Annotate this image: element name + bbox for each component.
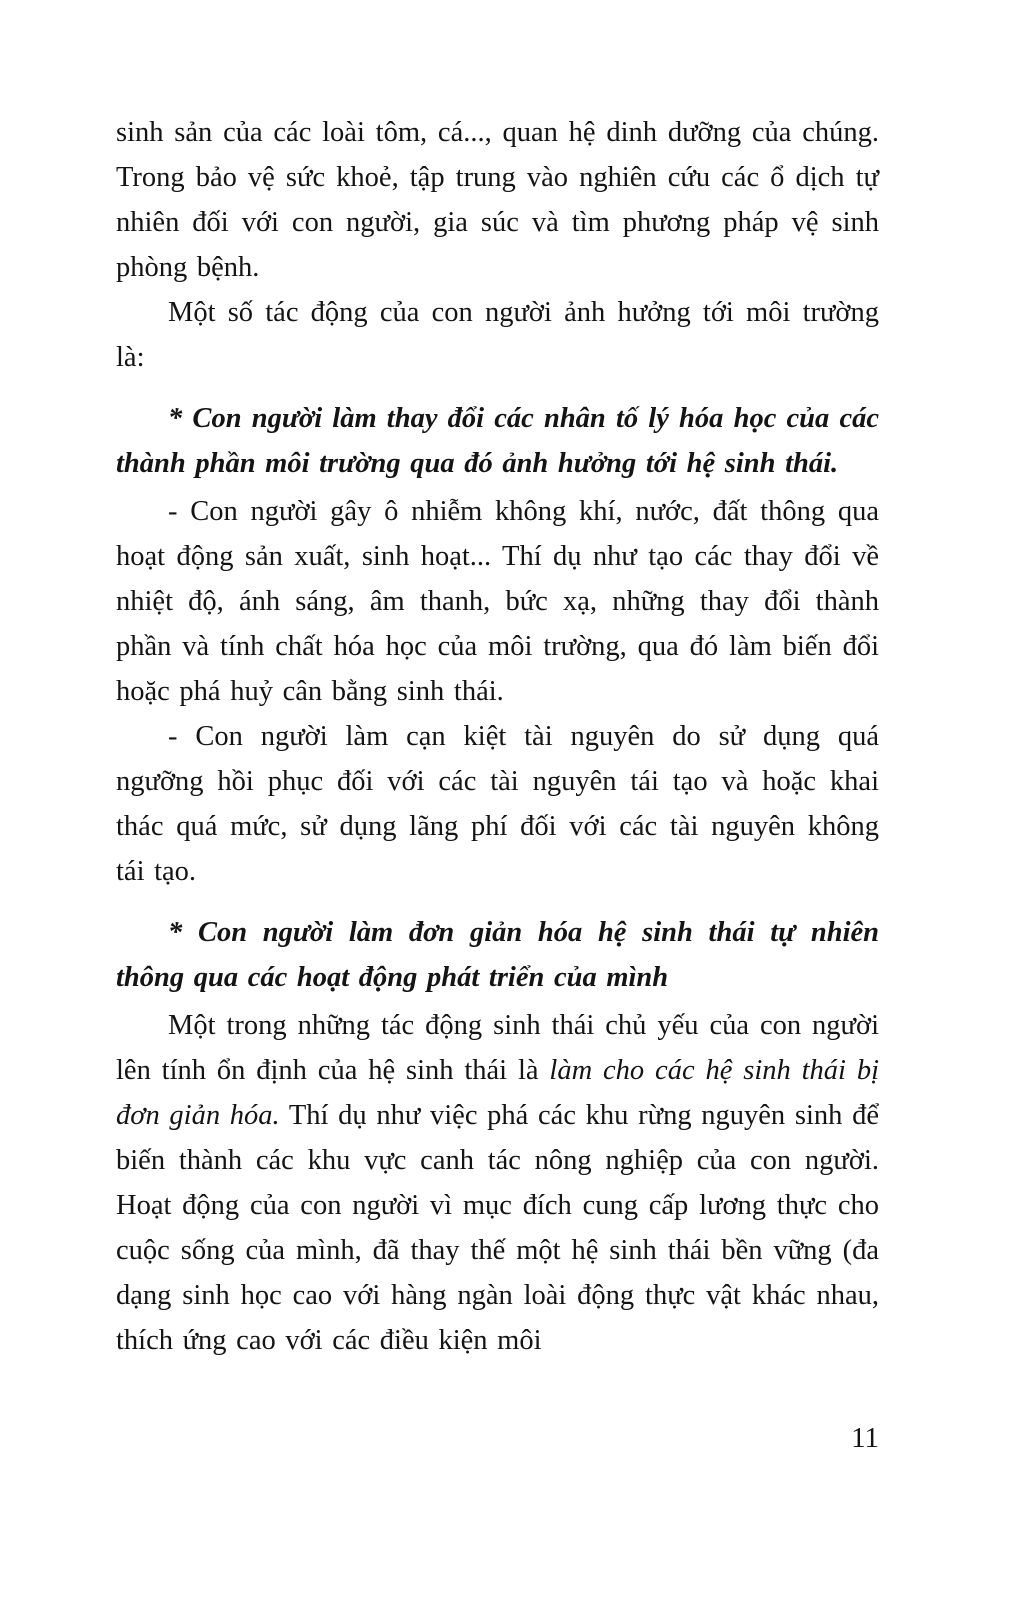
italic-phrase: làm cho các hệ sinh thái bị đơn giản hóa. [116,1055,879,1131]
document-body [116,110,879,1363]
section-heading-physical-factors: * Con người làm thay đổi các nhân tố lý hóa học của các thành phần môi trường qua đó ảnh hưởng tới hệ sinh thái. [116,403,879,479]
paragraph-intro: Một số tác động của con người ảnh hưởng tới môi trường là: [116,297,879,373]
paragraph-ecosystem-impact [116,1003,879,1363]
paragraph-text: Thí dụ như việc phá các khu rừng nguyên sinh để biến thành các khu vực canh tác nông nghiệp của con người. Hoạt động của con người vì mục đích cung cấp lương thực cho cuộc sống của mình, đã thay thế một hệ sinh thái bền vững (đa dạng sinh học cao với hàng ngàn loài động thực vật khác nhau, thích ứng cao với các điều kiện môi [116,1100,879,1356]
page-number: 11 [851,1422,879,1454]
paragraph-continuation: sinh sản của các loài tôm, cá..., quan hệ dinh dưỡng của chúng. Trong bảo vệ sức khoẻ, tập trung vào nghiên cứu các ổ dịch tự nhiên đối với con người, gia súc và tìm phương pháp vệ sinh phòng bệnh. [116,117,879,283]
section-heading-ecosystem-simplification: * Con người làm đơn giản hóa hệ sinh thái tự nhiên thông qua các hoạt động phát triển của mình [116,917,879,993]
paragraph-pollution: - Con người gây ô nhiễm không khí, nước, đất thông qua hoạt động sản xuất, sinh hoạt... Thí dụ như tạo các thay đổi về nhiệt độ, ánh sáng, âm thanh, bức xạ, những thay đổi thành phần và tính chất hóa học của môi trường, qua đó làm biến đổi hoặc phá huỷ cân bằng sinh thái. [116,496,879,707]
paragraph-text: Một trong những tác động sinh thái chủ yếu của con người lên tính ổn định của hệ sinh thái là [116,1010,879,1086]
paragraph-resource-depletion: - Con người làm cạn kiệt tài nguyên do sử dụng quá ngưỡng hồi phục đối với các tài nguyên tái tạo và hoặc khai thác quá mức, sử dụng lãng phí đối với các tài nguyên không tái tạo. [116,721,879,887]
